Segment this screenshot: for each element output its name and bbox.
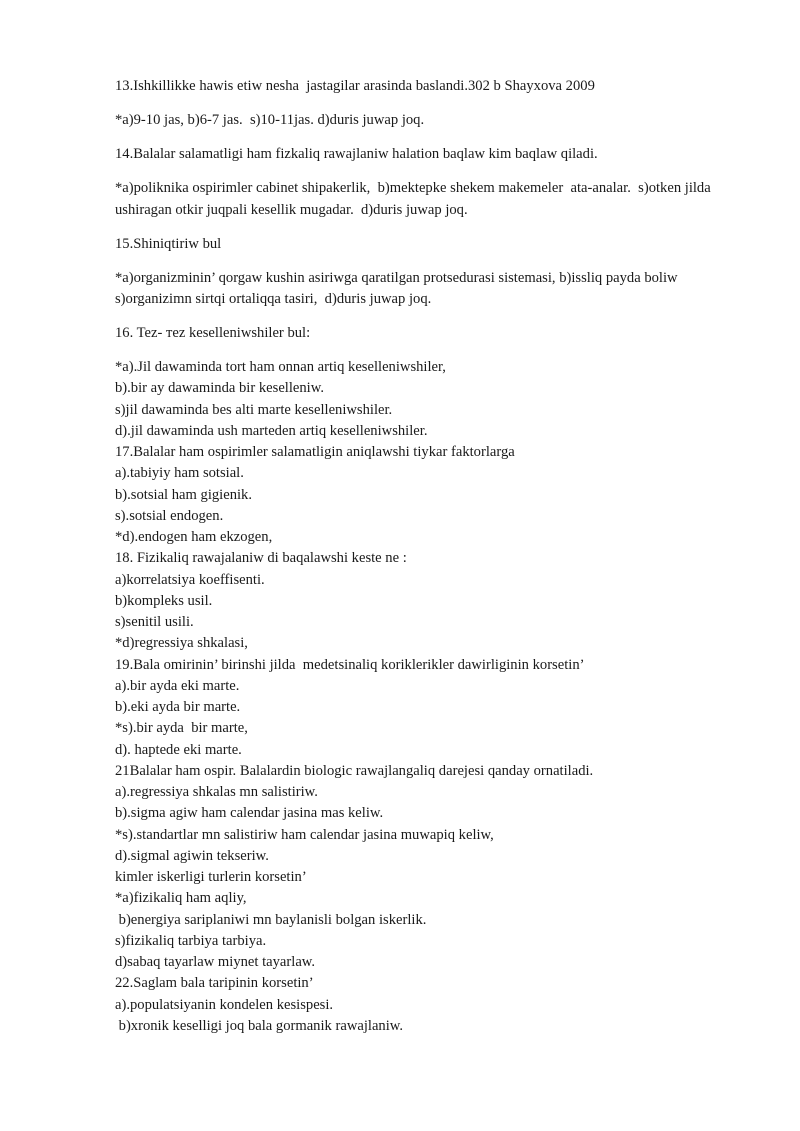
list-line: b)xronik keselligi joq bala gormanik rawajlaniw. [115,1017,404,1034]
list-line: a).bir ayda eki marte. [115,677,240,694]
list-line: d).jil dawaminda ush marteden artiq keselleniwshiler. [115,422,428,439]
list-line: kimler iskerligi turlerin korsetin’ [115,869,307,885]
list-line: d)sabaq tayarlaw miynet tayarlaw. [115,954,316,970]
question-14-answers: *a)poliknika ospirimler cabinet shipakerlik, b)mektepke shekem makemeler ata-analar. s)otken jilda ushiragan otkir juqpali kesellik mugadar. d)duris juwap joq. [115,180,715,218]
list-line: b)kompleks usil. [115,592,213,609]
question-13: 13.Ishkillikke hawis etiw nesha jastagilar arasinda baslandi.302 b Shayxova 2009 [115,78,595,94]
list-line: s).sotsial endogen. [115,507,224,524]
list-line: *d)regressiya shkalasi, [115,635,248,652]
question-15-answers: *a)organizminin’ qorgaw kushin asiriwga qaratilgan protsedurasi sistemasi, b)issliq payda boliw s)organizimn sirtqi ortaliqqa tasiri, d)duris juwap joq. [115,269,682,307]
list-line: a).tabiyiy ham sotsial. [115,465,244,482]
list-line: b)energiya sariplaniwi mn baylanisli bolgan iskerlik. [115,911,427,928]
list-line: *s).standartlar mn salistiriw ham calendar jasina muwapiq keliw, [115,826,494,843]
list-line: a).regressiya shkalas mn salistiriw. [115,784,318,800]
list-line: 18. Fizikaliq rawajalaniw di baqalawshi keste ne : [115,550,407,567]
list-line: b).eki ayda bir marte. [115,699,241,715]
list-line: b).sotsial ham gigienik. [115,486,253,503]
list-line: b).bir ay dawaminda bir keselleniw. [115,380,324,397]
list-line: s)fizikaliq tarbiya tarbiya. [115,932,267,949]
question-16: 16. Tez- тez keselleniwshiler bul: [115,325,311,341]
list-line: 19.Bala omirinin’ birinshi jilda medetsinaliq koriklerikler dawirliginin korsetin’ [115,656,585,673]
list-line: a).populatsiyanin kondelen kesispesi. [115,996,334,1013]
list-line: 21Balalar ham ospir. Balalardin biologic rawajlangaliq darejesi qanday ornatiladi. [115,762,594,779]
list-line: *a)fizikaliq ham aqliy, [115,890,247,907]
list-line: d). haptede eki marte. [115,741,242,758]
list-line: s)jil dawaminda bes alti marte keselleniwshiler. [115,401,393,418]
list-line: a)korrelatsiya koeffisenti. [115,571,265,588]
list-line: 22.Saglam bala taripinin korsetin’ [115,975,314,992]
list-line: *d).endogen ham ekzogen, [115,529,273,545]
question-13-answers: *a)9-10 jas, b)6-7 jas. s)10-11jas. d)duris juwap joq. [115,112,425,128]
list-line: s)senitil usili. [115,614,194,630]
list-line: d).sigmal agiwin tekseriw. [115,847,269,864]
document-body [115,76,755,1037]
list-line: *a).Jil dawaminda tort ham onnan artiq keselleniwshiler, [115,359,446,375]
list-line: 17.Balalar ham ospirimler salamatligin aniqlawshi tiykar faktorlarga [115,444,515,460]
answer-list [115,357,755,1037]
question-15: 15.Shiniqtiriw bul [115,235,222,252]
list-line: *s).bir ayda bir marte, [115,720,248,737]
question-14: 14.Balalar salamatligi ham fizkaliq rawajlaniw halation baqlaw kim baqlaw qiladi. [115,146,598,162]
list-line: b).sigma agiw ham calendar jasina mas keliw. [115,805,384,822]
